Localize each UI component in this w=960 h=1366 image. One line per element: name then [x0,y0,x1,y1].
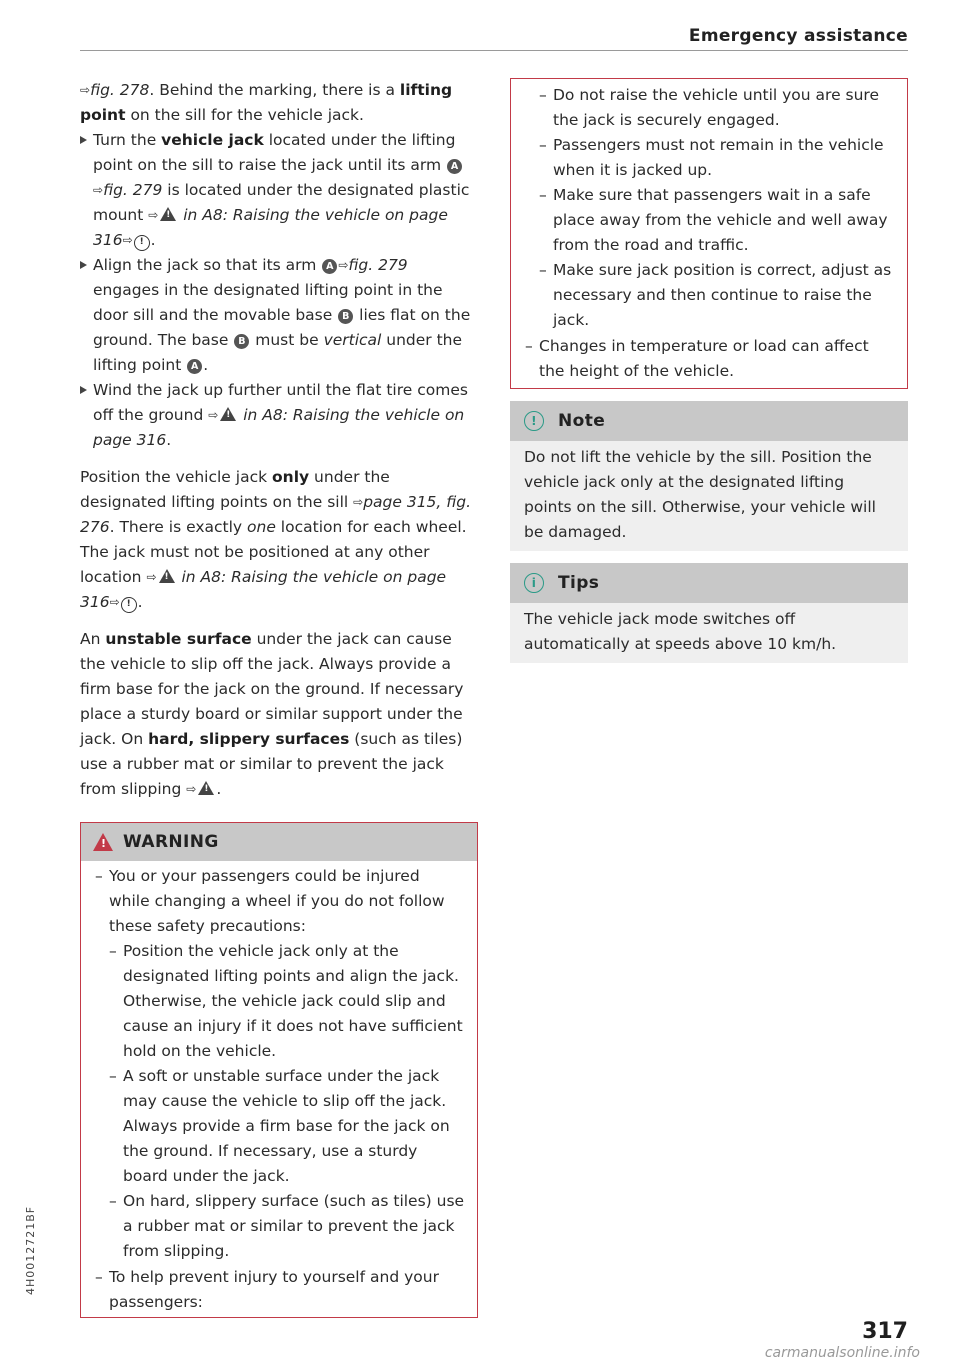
marker-a-icon: A [322,259,337,274]
arrow-ref-icon: ⇨ [338,258,349,272]
note-circle-icon: ! [121,597,137,613]
paragraph-unstable-surface: An unstable surface under the jack can cause the vehicle to slip off the jack. Always provide a firm base for the jack on the ground. If necessary place a sturdy board or similar support under the jack. On hard, slippery surfaces (such as tiles) use a rubber mat or similar to prevent the jack from slipping ⇨! . [80,627,478,802]
arrow-ref-icon: ⇨ [148,208,159,222]
note-circle-icon: ! [134,235,150,251]
warning-subitem: – Make sure jack position is correct, adjust as necessary and then continue to raise the jack. [539,258,895,333]
fig-ref-279[interactable]: fig. 279 [103,181,163,199]
step-align-jack: Align the jack so that its arm A ⇨fig. 279 engages in the designated lifting point in the door sill and the movable base B lies flat on the ground. The base B must be vertical under the lifting point A . [80,253,478,378]
watermark: carmanualsonline.info [764,1345,920,1361]
warning-continued-box [510,78,908,389]
marker-b-icon: B [234,334,249,349]
arrow-ref-icon: ⇨ [146,570,157,584]
marker-b-icon: B [338,309,353,324]
note-box [510,401,908,551]
warning-item: – You or your passengers could be injured while changing a wheel if you do not follow these safety precautions: [95,864,465,939]
arrow-ref-icon: ⇨ [186,782,197,796]
warning-box [80,822,478,1318]
right-column [510,78,908,663]
page-number: 317 [862,1319,908,1344]
header-rule [80,50,908,51]
note-title: Note [558,410,606,431]
warning-item: – Changes in temperature or load can affect the height of the vehicle. [525,334,895,384]
note-header [510,401,908,441]
warning-triangle-icon [198,781,214,795]
arrow-ref-icon: ⇨ [80,83,91,97]
link-raising-vehicle[interactable]: in A8: Raising the vehicle on page 316 [93,206,448,249]
step-turn-jack: Turn the vehicle jack located under the lifting point on the sill to raise the jack until its arm A ⇨fig. 279 is located under the designated plastic mount ⇨! in A8: Raising the vehicle on page 316⇨ ! . [80,128,478,253]
info-circle-icon: i [524,573,544,593]
section-title: Emergency assistance [688,26,908,46]
warning-subitem: – Passengers must not remain in the vehicle when it is jacked up. [539,133,895,183]
warning-triangle-icon [160,207,176,221]
warning-header [81,823,477,861]
warning-triangle-icon [159,569,175,583]
link-raising-vehicle[interactable]: in A8: Raising the vehicle on page 316 [93,406,465,449]
warning-body [81,861,477,1317]
step-wind-jack: Wind the jack up further until the flat tire comes off the ground ⇨! in A8: Raising the vehicle on page 316. [80,378,478,453]
tips-header [510,563,908,603]
fig-ref-278[interactable]: fig. 278 [90,81,150,99]
arrow-ref-icon: ⇨ [122,233,133,247]
paragraph-lifting-point: ⇨fig. 278. Behind the marking, there is a lifting point on the sill for the vehicle jack. [80,78,478,128]
warning-subitem: – Do not raise the vehicle until you are sure the jack is securely engaged. [539,83,895,133]
left-column [80,78,478,1318]
arrow-ref-icon: ⇨ [93,183,104,197]
tips-text: The vehicle jack mode switches off automatically at speeds above 10 km/h. [524,610,837,653]
tips-box [510,563,908,663]
marker-a-icon: A [447,159,462,174]
arrow-ref-icon: ⇨ [208,408,219,422]
tips-title: Tips [558,572,600,593]
document-code: 4H0012721BF [24,1205,37,1295]
warning-subitem: – A soft or unstable surface under the jack may cause the vehicle to slip off the jack. Always provide a firm base for the jack on the ground. If necessary, use a sturdy board under the jack. [109,1064,465,1189]
warning-subitem: – Position the vehicle jack only at the designated lifting points and align the jack. Otherwise, the vehicle jack could slip and cause an injury if it does not have sufficient hold on the vehicle. [109,939,465,1064]
note-text: Do not lift the vehicle by the sill. Position the vehicle jack only at the designated lifting points on the sill. Otherwise, your vehicle will be damaged. [524,448,876,541]
arrow-ref-icon: ⇨ [109,595,120,609]
link-page-315[interactable]: page 315, fig. 276 [80,493,472,536]
warning-triangle-icon [220,407,236,421]
arrow-ref-icon: ⇨ [353,495,364,509]
marker-a-icon: A [187,359,202,374]
link-raising-vehicle[interactable]: in A8: Raising the vehicle on page 316 [80,568,447,611]
warning-triangle-icon [93,833,113,851]
warning-subitem: – Make sure that passengers wait in a safe place away from the vehicle and well away from the road and traffic. [539,183,895,258]
warning-title: WARNING [123,831,219,852]
warning-item: – To help prevent injury to yourself and your passengers: [95,1265,465,1315]
paragraph-position-jack: Position the vehicle jack only under the designated lifting points on the sill ⇨page 315, fig. 276. There is exactly one location for each wheel. The jack must not be positioned at any other location ⇨! in A8: Raising the vehicle on page 316⇨ ! . [80,465,478,615]
exclamation-circle-icon: ! [524,411,544,431]
warning-subitem: – On hard, slippery surface (such as tiles) use a rubber mat or similar to prevent the jack from slipping. [109,1189,465,1264]
fig-ref-279[interactable]: fig. 279 [348,256,408,274]
